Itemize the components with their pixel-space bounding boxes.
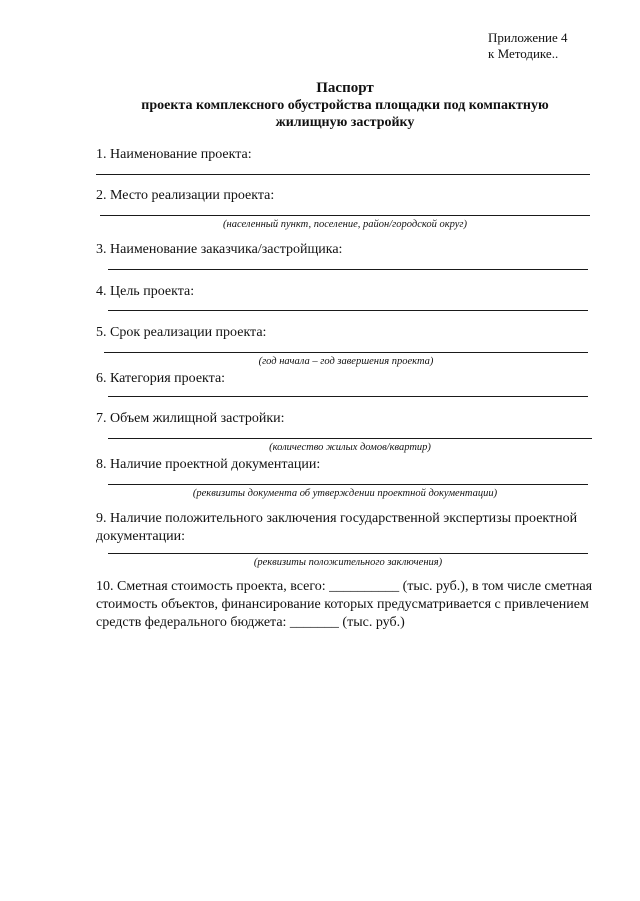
field-category-line[interactable] (108, 396, 588, 397)
field-expertise-label-line2: документации: (96, 529, 185, 544)
field-estimated-cost (96, 578, 596, 632)
field-category-label: 6. Категория проекта: (96, 371, 226, 386)
field-timeline-caption: (год начала – год завершения проекта) (258, 356, 434, 367)
title-subtitle-line2: жилищную застройку (275, 115, 415, 130)
title-passport: Паспорт (316, 80, 374, 96)
field-volume-line[interactable] (108, 438, 592, 439)
field-location-caption: (населенный пункт, поселение, район/городской округ) (222, 219, 468, 230)
field-estimated-cost-line3: средств федерального бюджета: _______ (тыс. руб.) (96, 615, 405, 630)
field-documentation-caption: (реквизиты документа об утверждении проектной документации) (192, 488, 498, 499)
appendix-reference (488, 30, 568, 62)
field-expertise-line[interactable] (108, 553, 588, 554)
field-customer-line[interactable] (108, 269, 588, 270)
field-customer-label: 3. Наименование заказчика/застройщика: (96, 242, 343, 257)
document-title (60, 80, 630, 131)
appendix-number: Приложение 4 (488, 30, 568, 45)
field-documentation-label: 8. Наличие проектной документации: (96, 457, 321, 472)
field-expertise-caption: (реквизиты положительного заключения) (253, 557, 443, 568)
field-estimated-cost-line1: 10. Сметная стоимость проекта, всего: __________ (тыс. руб.), в том числе сметная (96, 579, 593, 594)
field-timeline-label: 5. Срок реализации проекта: (96, 325, 267, 340)
field-project-name-label: 1. Наименование проекта: (96, 147, 252, 162)
field-estimated-cost-line2: стоимость объектов, финансирование которых предусматривается с привлечением (96, 597, 589, 612)
field-location-line[interactable] (100, 215, 590, 216)
field-volume-label: 7. Объем жилищной застройки: (96, 411, 285, 426)
field-timeline-line[interactable] (104, 352, 588, 353)
field-expertise-label-line1: 9. Наличие положительного заключения государственной экспертизы проектной (96, 511, 578, 526)
title-subtitle-line1: проекта комплексного обустройства площадки под компактную (141, 98, 549, 113)
field-volume-caption: (количество жилых домов/квартир) (269, 442, 431, 453)
field-goal-line[interactable] (108, 310, 588, 311)
field-documentation-line[interactable] (108, 484, 588, 485)
field-location-label: 2. Место реализации проекта: (96, 188, 275, 203)
field-goal-label: 4. Цель проекта: (96, 284, 195, 299)
appendix-methodology-ref: к Методике.. (488, 46, 559, 61)
field-project-name-line[interactable] (96, 174, 590, 175)
